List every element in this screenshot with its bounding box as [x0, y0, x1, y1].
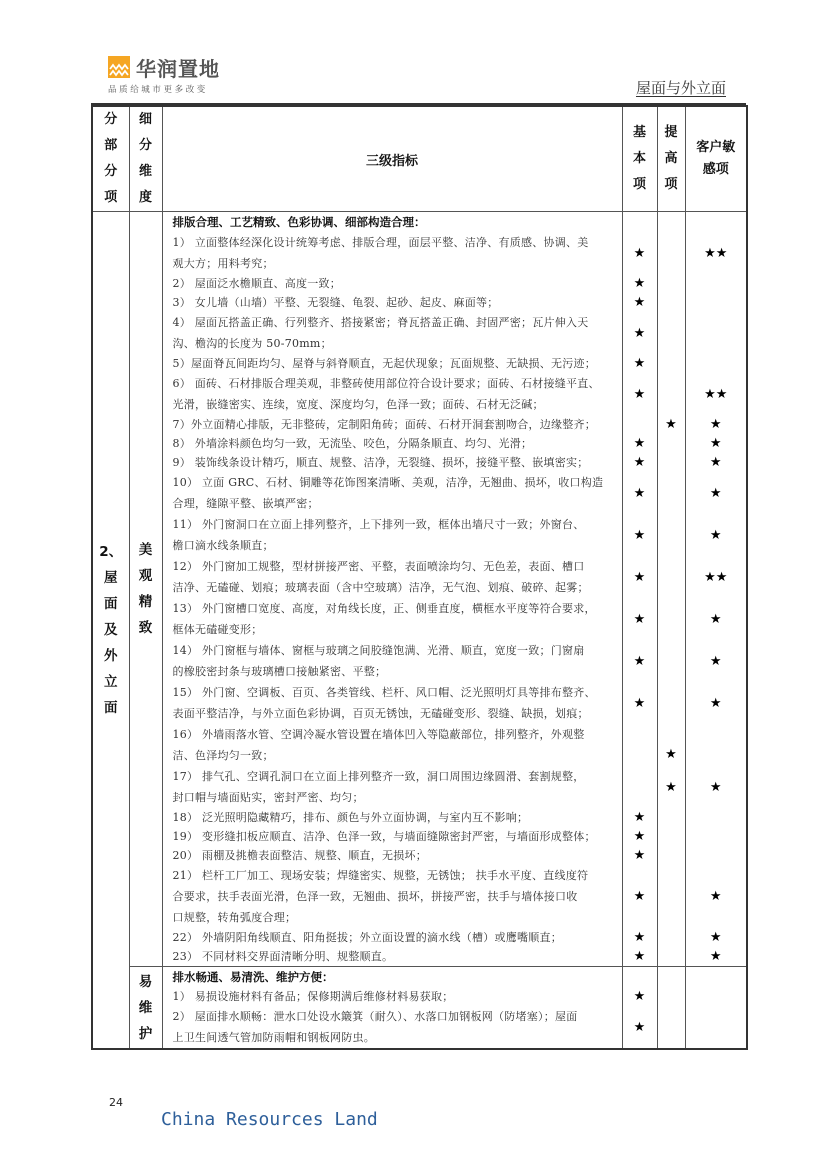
indicator-line: 22） 外墙阴阳角线顺直、阳角挺拔；外立面设置的滴水线（槽）或鹰嘴顺直； [172, 931, 562, 944]
star-rating-basic [623, 472, 657, 514]
star-column-sensitive [685, 967, 747, 1050]
star-icon: ★ [709, 417, 722, 432]
indicator-item [173, 415, 616, 434]
indicator-line: 17） 排气孔、空调孔洞口在立面上排列整齐一致，洞口周围边缘圆滑、套割规整， [172, 770, 585, 783]
star-rating-sensitive [686, 766, 747, 808]
star-rating-sensitive [686, 827, 747, 846]
indicator-line: 框体无磕碰变形； [172, 623, 263, 636]
star-rating-improve [658, 274, 685, 293]
star-icon: ★ [633, 889, 646, 904]
indicator-item [173, 472, 616, 514]
star-rating-improve [658, 293, 685, 312]
star-icon: ★ [709, 485, 722, 501]
indicator-line: 檐口滴水线条顺直； [172, 539, 274, 552]
star-icon: ★ [633, 325, 646, 341]
star-rating-improve [658, 766, 685, 808]
indicator-item [173, 274, 616, 293]
indicator-line: 2） 屋面泛水檐顺直、高度一致； [172, 277, 341, 290]
dimension-char: 护 [138, 1025, 153, 1042]
star-rating-basic [623, 415, 657, 434]
star-icon: ★ [633, 245, 646, 261]
indicator-item [173, 724, 616, 766]
indicator-item [173, 514, 616, 556]
indicator-line: 23） 不同材料交界面清晰分明、规整顺直。 [172, 950, 394, 963]
star-rating-improve [658, 434, 685, 453]
section-title: 屋面与外立面 [635, 79, 726, 97]
indicator-line: 沟、檐沟的长度为 50-70mm； [172, 337, 332, 350]
indicator-line: 合理，缝隙平整、嵌填严密； [172, 497, 319, 510]
star-rating-improve [658, 865, 685, 928]
star-rating-improve [658, 598, 685, 640]
star-rating-basic [623, 434, 657, 453]
star-rating-basic [623, 682, 657, 724]
star-icon: ★ [709, 779, 722, 795]
star-rating-sensitive [686, 928, 747, 947]
star-icon: ★ [633, 295, 646, 310]
indicator-line: 20） 雨棚及挑檐表面整洁、规整、顺直，无损坏； [172, 849, 427, 862]
indicator-line: 13） 外门窗槽口宽度、高度，对角线长度，正、侧垂直度，横框水平度等符合要求， [172, 602, 596, 615]
star-rating-improve [658, 947, 685, 966]
star-rating-basic [623, 514, 657, 556]
group-heading: 排版合理、工艺精致、色彩协调、细部构造合理： [172, 215, 426, 229]
star-icon: ★ [709, 611, 722, 627]
indicator-item [173, 682, 616, 724]
star-rating-improve [658, 415, 685, 434]
header-dimension: 细 分 维 度 [129, 106, 162, 212]
star-rating-improve [658, 846, 685, 865]
indicator-line: 10） 立面 GRC、石材、铜雕等花饰图案清晰、美观，洁净，无翘曲、损坏，收口构造 [172, 476, 604, 489]
star-rating-sensitive [686, 293, 747, 312]
category-char: 2、 [99, 544, 123, 560]
table-header-row [92, 106, 747, 212]
star-rating-sensitive [686, 514, 747, 556]
star-icon: ★ [665, 747, 677, 762]
star-column-basic [622, 212, 657, 967]
star-rating-sensitive [686, 415, 747, 434]
dimension-char: 美 [138, 542, 153, 558]
star-column-improve [657, 212, 685, 967]
dimension-char: 精 [138, 594, 153, 610]
star-rating-improve [658, 928, 685, 947]
star-rating-sensitive [686, 232, 747, 274]
indicator-line: 洁净、无磕碰、划痕；玻璃表面（含中空玻璃）洁净，无气泡、划痕、破碎、起雾； [172, 581, 589, 594]
indicator-cell [162, 212, 622, 967]
star-rating-sensitive [686, 808, 747, 827]
star-icon: ★ [633, 527, 646, 543]
group-heading: 排水畅通、易清洗、维护方便： [172, 970, 334, 984]
indicator-line: 19） 变形缝扣板应顺直、洁净、色泽一致，与墙面缝隙密封严密，与墙面形成整体； [172, 830, 596, 843]
star-icon: ★ [633, 569, 646, 585]
star-rating-improve [658, 724, 685, 766]
category-char: 及 [104, 622, 118, 638]
star-rating-basic [623, 724, 657, 766]
indicator-item [173, 1006, 616, 1048]
indicator-line: 18） 泛光照明隐藏精巧，排布、颜色与外立面协调，与室内互不影响； [172, 811, 529, 824]
star-rating-improve [658, 827, 685, 846]
category-cell [92, 212, 129, 1050]
star-rating-improve [658, 514, 685, 556]
star-icon: ★ [633, 356, 646, 371]
star-rating-sensitive [686, 640, 747, 682]
star-icon: ★ [633, 989, 646, 1004]
header-subdivision: 分 部 分 项 [92, 106, 129, 212]
star-rating-improve [658, 682, 685, 724]
page-number: 24 [109, 1096, 123, 1109]
star-rating-improve [658, 312, 685, 354]
indicator-line: 1） 立面整体经深化设计统筹考虑、排版合理，面层平整、洁净、有质感、协调、美 [172, 236, 589, 249]
star-icon: ★★ [704, 386, 728, 402]
category-char: 面 [104, 596, 118, 612]
star-rating-sensitive [686, 354, 747, 373]
indicator-item [173, 434, 616, 453]
indicator-line: 11） 外门窗洞口在立面上排列整齐，上下排列一致，框体出墙尺寸一致；外窗台、 [172, 518, 585, 531]
star-rating-basic [623, 354, 657, 373]
star-rating-improve [658, 453, 685, 472]
star-rating-basic [623, 947, 657, 966]
star-rating-basic [623, 598, 657, 640]
dimension-char: 易 [138, 973, 153, 990]
star-icon: ★ [633, 485, 646, 501]
star-rating-basic [623, 766, 657, 808]
indicator-line: 4） 屋面瓦搭盖正确、行列整齐、搭接紧密；脊瓦搭盖正确、封固严密；瓦片伸入天 [172, 316, 589, 329]
indicator-line: 12） 外门窗加工规整，型材拼接严密、平整，表面喷涂均匀、无色差，表面、槽口 [172, 560, 585, 573]
indicator-item [173, 987, 616, 1006]
indicator-item [173, 640, 616, 682]
indicator-item [173, 808, 616, 827]
star-rating-improve [658, 640, 685, 682]
indicator-line: 7）外立面精心排版，无非整砖，定制阳角砖；面砖、石材开洞套割吻合，边缘整齐； [172, 418, 596, 431]
star-icon: ★ [633, 436, 646, 451]
star-icon: ★ [633, 386, 646, 402]
star-rating-basic [623, 312, 657, 354]
star-icon: ★ [665, 417, 677, 432]
star-rating-basic [623, 640, 657, 682]
indicator-line: 观大方；用料考究； [172, 257, 274, 270]
star-rating-sensitive [686, 312, 747, 354]
brand-slogan: 品质给城市更多改变 [108, 85, 208, 95]
indicator-line: 21） 栏杆工厂加工、现场安装；焊缝密实、规整，无锈蚀； 扶手水平度、直线度符 [172, 869, 589, 882]
indicator-line: 6） 面砖、石材排版合理美观，非整砖使用部位符合设计要求；面砖、石材接缝平直、 [172, 377, 600, 390]
indicator-line: 合要求，扶手表面光滑，色泽一致，无翘曲、损坏，拼接严密，扶手与墙体接口收 [172, 890, 578, 903]
star-rating-improve [658, 472, 685, 514]
indicator-line: 8） 外墙涂料颜色均匀一致，无流坠、咬色，分隔条顺直、均匀、光滑； [172, 437, 533, 450]
star-column-improve [657, 967, 685, 1050]
footer-brand: China Resources Land [161, 1109, 378, 1130]
star-rating-improve [658, 354, 685, 373]
indicator-item [173, 373, 616, 415]
star-rating-sensitive [686, 846, 747, 865]
star-icon: ★ [633, 455, 646, 470]
star-rating-sensitive [686, 598, 747, 640]
star-rating-basic [623, 274, 657, 293]
header-indicator: 三级指标 [162, 106, 622, 212]
star-icon: ★ [709, 930, 722, 945]
star-rating-sensitive [686, 472, 747, 514]
star-icon: ★ [633, 695, 646, 711]
indicator-item [173, 846, 616, 865]
header-basic: 基 本 项 [622, 106, 657, 212]
indicator-line: 15） 外门窗、空调板、百页、各类管线、栏杆、风口帽、泛光照明灯具等排布整齐、 [172, 686, 596, 699]
indicator-item [173, 354, 616, 373]
star-rating-improve [658, 373, 685, 415]
star-icon: ★ [709, 653, 722, 669]
star-rating-basic [623, 865, 657, 928]
indicator-line: 上卫生间透气管加防雨帽和钢板网防虫。 [172, 1031, 375, 1044]
star-icon: ★ [633, 810, 646, 825]
star-icon: ★ [633, 653, 646, 669]
star-rating-sensitive [686, 1006, 747, 1048]
star-icon: ★ [633, 949, 646, 964]
indicator-line: 5）屋面脊瓦间距均匀、屋脊与斜脊顺直，无起伏现象；瓦面规整、无缺损、无污迹； [172, 357, 596, 370]
indicator-line: 封口帽与墙面贴实，密封严密、均匀； [172, 791, 364, 804]
star-rating-basic [623, 827, 657, 846]
dimension-char: 致 [138, 620, 153, 636]
brand-logo [108, 56, 238, 96]
header-improve: 提 高 项 [657, 106, 685, 212]
indicator-line: 表面平整洁净，与外立面色彩协调，百页无锈蚀，无磕碰变形、裂缝、缺损，划痕； [172, 707, 589, 720]
indicator-line: 1） 易损设施材料有备品；保修期满后维修材料易获取； [172, 990, 454, 1003]
indicator-item [173, 865, 616, 928]
star-rating-sensitive [686, 453, 747, 472]
star-icon: ★ [633, 930, 646, 945]
dimension-cell [129, 967, 162, 1050]
star-rating-basic [623, 232, 657, 274]
star-rating-basic [623, 293, 657, 312]
indicator-item [173, 556, 616, 598]
star-icon: ★ [633, 848, 646, 863]
indicator-line: 口规整，转角弧度合理； [172, 911, 297, 924]
star-rating-basic [623, 808, 657, 827]
category-char: 屋 [104, 570, 118, 586]
header-sensitive: 客户敏 感项 [685, 106, 747, 212]
category-char: 外 [104, 648, 118, 664]
wave-mountain-icon [108, 56, 130, 78]
star-column-sensitive [685, 212, 747, 967]
star-rating-improve [658, 556, 685, 598]
star-icon: ★ [709, 455, 722, 470]
star-rating-basic [623, 556, 657, 598]
star-icon: ★ [709, 436, 722, 451]
star-icon: ★ [633, 276, 646, 291]
star-rating-sensitive [686, 274, 747, 293]
star-rating-sensitive [686, 556, 747, 598]
star-rating-basic [623, 1006, 657, 1048]
star-rating-sensitive [686, 724, 747, 766]
indicator-line: 3） 女儿墙（山墙）平整、无裂缝、龟裂、起砂、起皮、麻面等； [172, 296, 499, 309]
star-icon: ★★ [704, 569, 728, 585]
star-rating-sensitive [686, 865, 747, 928]
indicator-item [173, 453, 616, 472]
indicator-item [173, 312, 616, 354]
star-icon: ★ [633, 1019, 646, 1035]
indicator-line: 光滑，嵌缝密实、连续，宽度、深度均匀，色泽一致；面砖、石材无泛碱； [172, 398, 544, 411]
indicator-cell [162, 967, 622, 1050]
star-column-basic [622, 967, 657, 1050]
indicator-line: 14） 外门窗框与墙体、窗框与玻璃之间胶缝饱满、光滑、顺直，宽度一致；门窗扇 [172, 644, 585, 657]
table-group-row [92, 212, 747, 967]
star-rating-sensitive [686, 373, 747, 415]
indicator-item [173, 293, 616, 312]
star-icon: ★ [709, 949, 722, 964]
indicator-line: 9） 装饰线条设计精巧，顺直、规整、洁净，无裂缝、损坏，接缝平整、嵌填密实； [172, 456, 589, 469]
star-rating-basic [623, 987, 657, 1006]
category-char: 立 [104, 674, 118, 690]
star-rating-improve [658, 987, 685, 1006]
dimension-char: 维 [138, 999, 153, 1016]
star-rating-sensitive [686, 947, 747, 966]
dimension-cell [129, 212, 162, 967]
star-icon: ★ [709, 527, 722, 543]
star-rating-basic [623, 373, 657, 415]
star-rating-sensitive [686, 987, 747, 1006]
star-rating-sensitive [686, 682, 747, 724]
star-rating-improve [658, 1006, 685, 1048]
star-icon: ★ [633, 611, 646, 627]
indicator-table [91, 105, 748, 1050]
star-rating-basic [623, 928, 657, 947]
star-icon: ★ [709, 889, 722, 904]
star-rating-improve [658, 232, 685, 274]
dimension-char: 观 [138, 568, 153, 584]
indicator-line: 的橡胶密封条与玻璃槽口接触紧密、平整； [172, 665, 387, 678]
star-icon: ★★ [704, 245, 728, 261]
star-rating-sensitive [686, 434, 747, 453]
star-icon: ★ [665, 779, 677, 795]
indicator-item [173, 766, 616, 808]
indicator-item [173, 947, 616, 966]
indicator-item [173, 827, 616, 846]
brand-name: 华润置地 [136, 57, 220, 81]
indicator-item [173, 598, 616, 640]
indicator-line: 洁、色泽均匀一致； [172, 749, 274, 762]
star-rating-improve [658, 808, 685, 827]
indicator-item [173, 928, 616, 947]
star-icon: ★ [709, 695, 722, 711]
category-char: 面 [104, 700, 118, 716]
star-icon: ★ [633, 829, 646, 844]
star-rating-basic [623, 453, 657, 472]
table-group-row [92, 967, 747, 1050]
indicator-line: 16） 外墙雨落水管、空调冷凝水管设置在墙体凹入等隐蔽部位，排列整齐，外观整 [172, 728, 585, 741]
indicator-line: 2） 屋面排水顺畅：泄水口处设水簸箕（耐久）、水落口加钢板网（防堵塞）；屋面 [172, 1010, 578, 1023]
indicator-item [173, 232, 616, 274]
star-rating-basic [623, 846, 657, 865]
